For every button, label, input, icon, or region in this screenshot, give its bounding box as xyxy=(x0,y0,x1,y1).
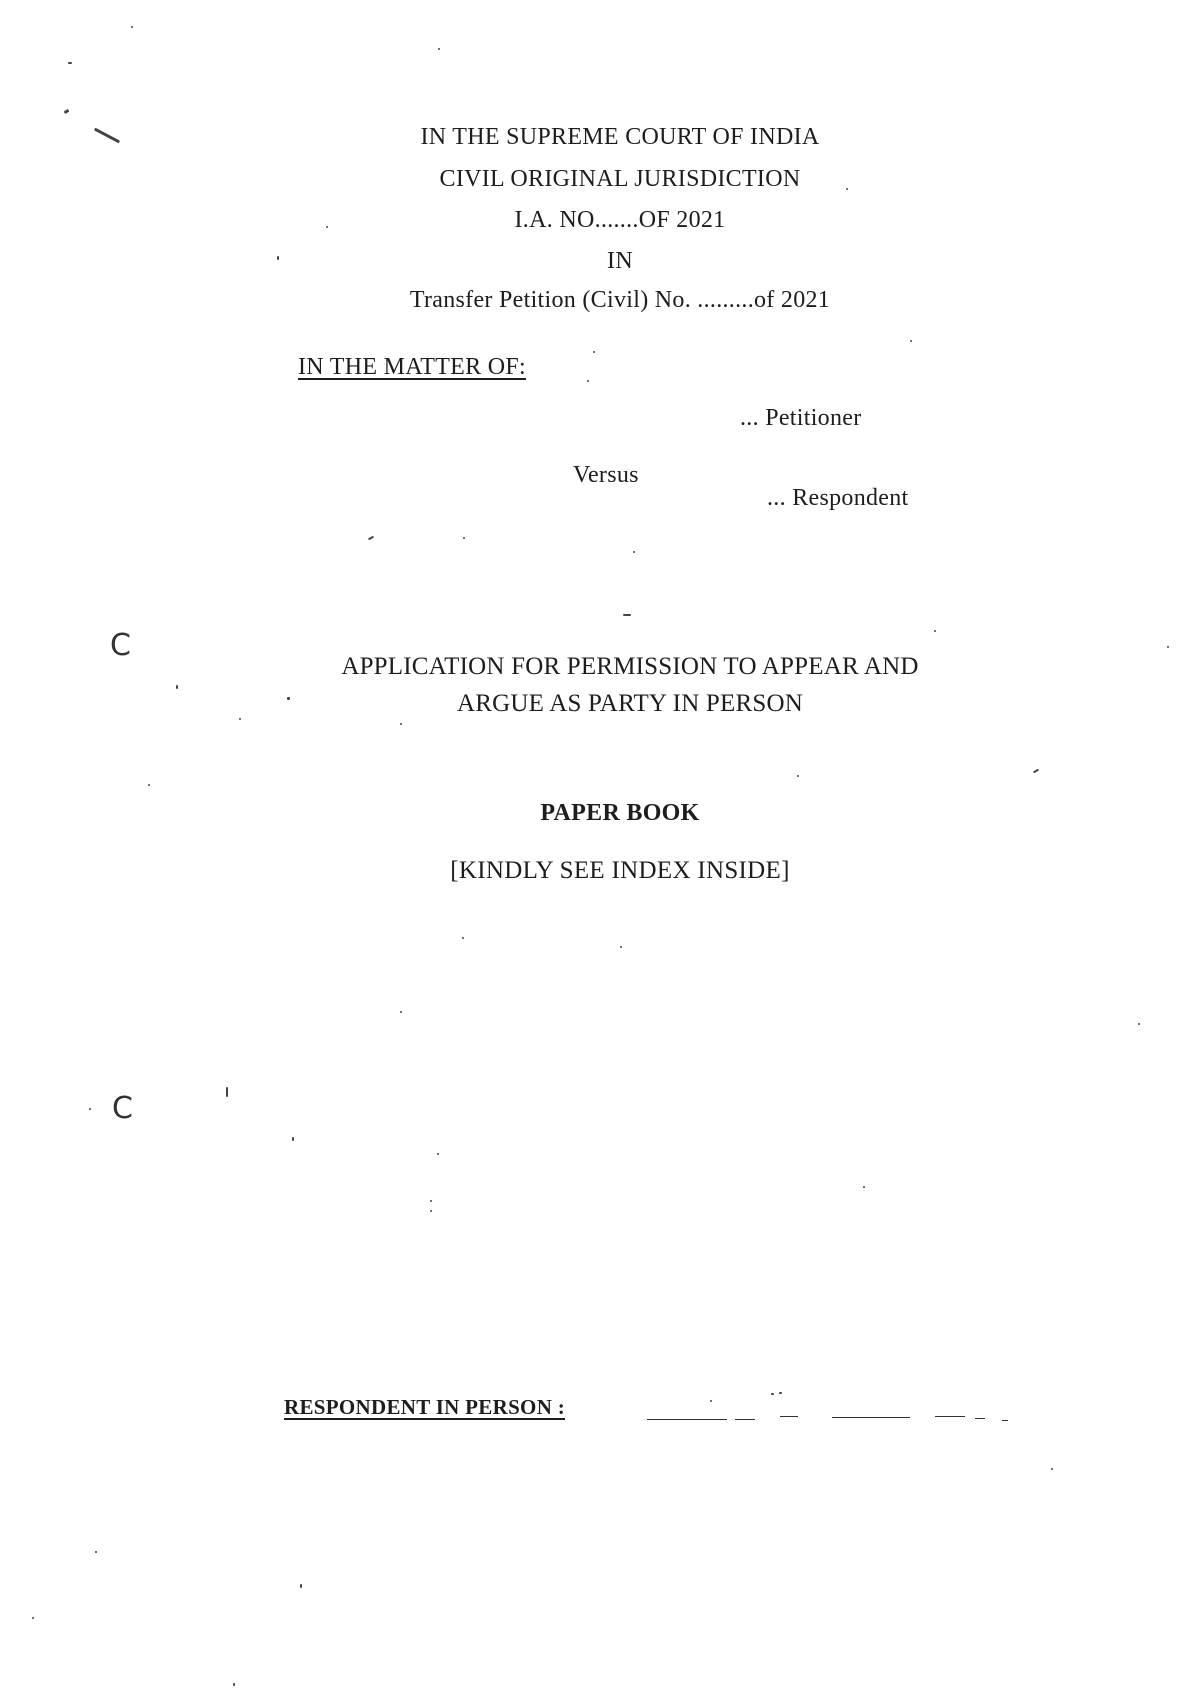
paper-book-title: PAPER BOOK xyxy=(540,800,700,826)
petition-number: Transfer Petition (Civil) No. .........of 2021 xyxy=(409,287,831,313)
court-name: IN THE SUPREME COURT OF INDIA xyxy=(420,124,820,150)
application-title-line-1: APPLICATION FOR PERMISSION TO APPEAR AND xyxy=(341,653,919,680)
in-connector: IN xyxy=(607,248,633,274)
application-title-line-2: ARGUE AS PARTY IN PERSON xyxy=(457,690,803,717)
matter-heading: IN THE MATTER OF: xyxy=(298,354,526,380)
respondent-label: ... Respondent xyxy=(767,485,909,511)
application-title xyxy=(0,648,1200,722)
punch-hole-icon: C xyxy=(112,1091,133,1126)
index-note: [KINDLY SEE INDEX INSIDE] xyxy=(450,857,790,884)
jurisdiction: CIVIL ORIGINAL JURISDICTION xyxy=(439,166,801,192)
ia-number: I.A. NO.......OF 2021 xyxy=(514,207,726,233)
respondent-in-person-label: RESPONDENT IN PERSON : xyxy=(284,1395,566,1419)
petitioner-label: ... Petitioner xyxy=(740,405,862,431)
punch-hole-icon: C xyxy=(110,628,131,663)
versus-label: Versus xyxy=(573,462,639,488)
